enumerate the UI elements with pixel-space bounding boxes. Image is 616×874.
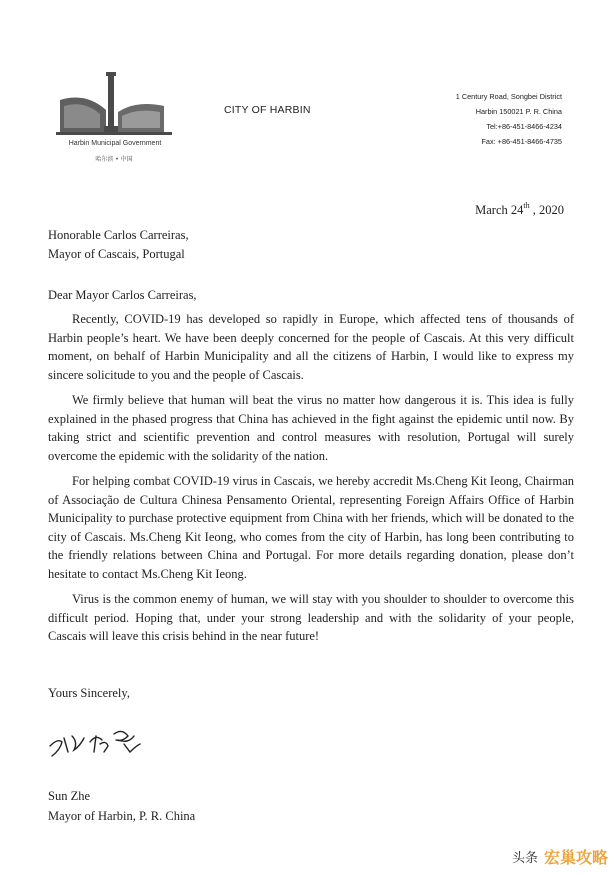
address-line: 1 Century Road, Songbei District <box>455 92 562 101</box>
address-line: Harbin 150021 P. R. China <box>475 107 562 116</box>
handwritten-signature <box>44 716 144 760</box>
letter-body <box>48 310 574 653</box>
logo-chinese-subtitle: 哈尔滨 • 中国 <box>95 156 133 163</box>
recipient-name: Honorable Carlos Carreiras, <box>48 228 189 242</box>
body-paragraph: Recently, COVID-19 has developed so rapidly in Europe, which affected tens of thousands of Harbin people’s heart. We have been deeply concerned for the people of Cascais. At this very difficult moment, on behalf of Harbin Municipality and all the citizens of Harbin, I would like to express my sincere solicitude to you and the people of Cascais. <box>48 312 574 382</box>
date-month-day: March 24 <box>475 203 524 217</box>
recipient-title: Mayor of Cascais, Portugal <box>48 246 185 261</box>
monument-emblem-icon <box>56 70 172 140</box>
signer-title: Mayor of Harbin, P. R. China <box>48 809 196 823</box>
body-paragraph: For helping combat COVID-19 virus in Cascais, we hereby accredit Ms.Cheng Kit Ieong, Chairman of Associação de Cultura Chinesa Pensamento Oriental, representing Foreign Affairs Office of Harbin Municipality to purchase protective equipment from China with her friends, which will be donated to the city of Cascais. Ms.Cheng Kit Ieong, who comes from the city of Harbin, has long been contributing to the friendly relations between China and Portugal. For more details regarding donation, please don’t hesitate to contact Ms.Cheng Kit Ieong. <box>48 474 574 581</box>
recipient-block <box>48 226 189 263</box>
body-paragraph: Virus is the common enemy of human, we will stay with you shoulder to shoulder to overcome this difficult period. Hoping that, under your strong leadership and with the solidarity of your people, Cascais will leave this crisis behind in the near future! <box>48 592 574 643</box>
signer-name: Sun Zhe <box>48 789 91 803</box>
logo-government-name: Harbin Municipal Government <box>68 140 162 147</box>
salutation: Dear Mayor Carlos Carreiras, <box>48 288 197 302</box>
closing: Yours Sincerely, <box>48 686 130 700</box>
harbin-government-logo <box>56 70 172 163</box>
date-ordinal-suffix: th <box>523 201 530 210</box>
address-block <box>456 89 562 149</box>
watermark-brand: 宏巢攻略 <box>543 847 608 867</box>
watermark-source: 头条 <box>511 850 538 866</box>
phone-line: Tel:+86-451-8466-4234 <box>486 122 562 131</box>
date-year: , 2020 <box>529 203 564 217</box>
city-title: CITY OF HARBIN <box>224 104 311 116</box>
source-watermark <box>512 844 608 868</box>
letter-date <box>475 203 564 218</box>
fax-line: Fax: +86-451-8466-4735 <box>481 137 562 146</box>
signer-block <box>48 786 195 826</box>
body-paragraph: We firmly believe that human will beat the virus no matter how dangerous it is. This idea is fully explained in the phased progress that China has achieved in the fight against the epidemic until now. By taking strict and scientific prevention and control measures with resolution, Portugal will surely overcome the epidemic with the solidarity of the nation. <box>48 393 574 463</box>
